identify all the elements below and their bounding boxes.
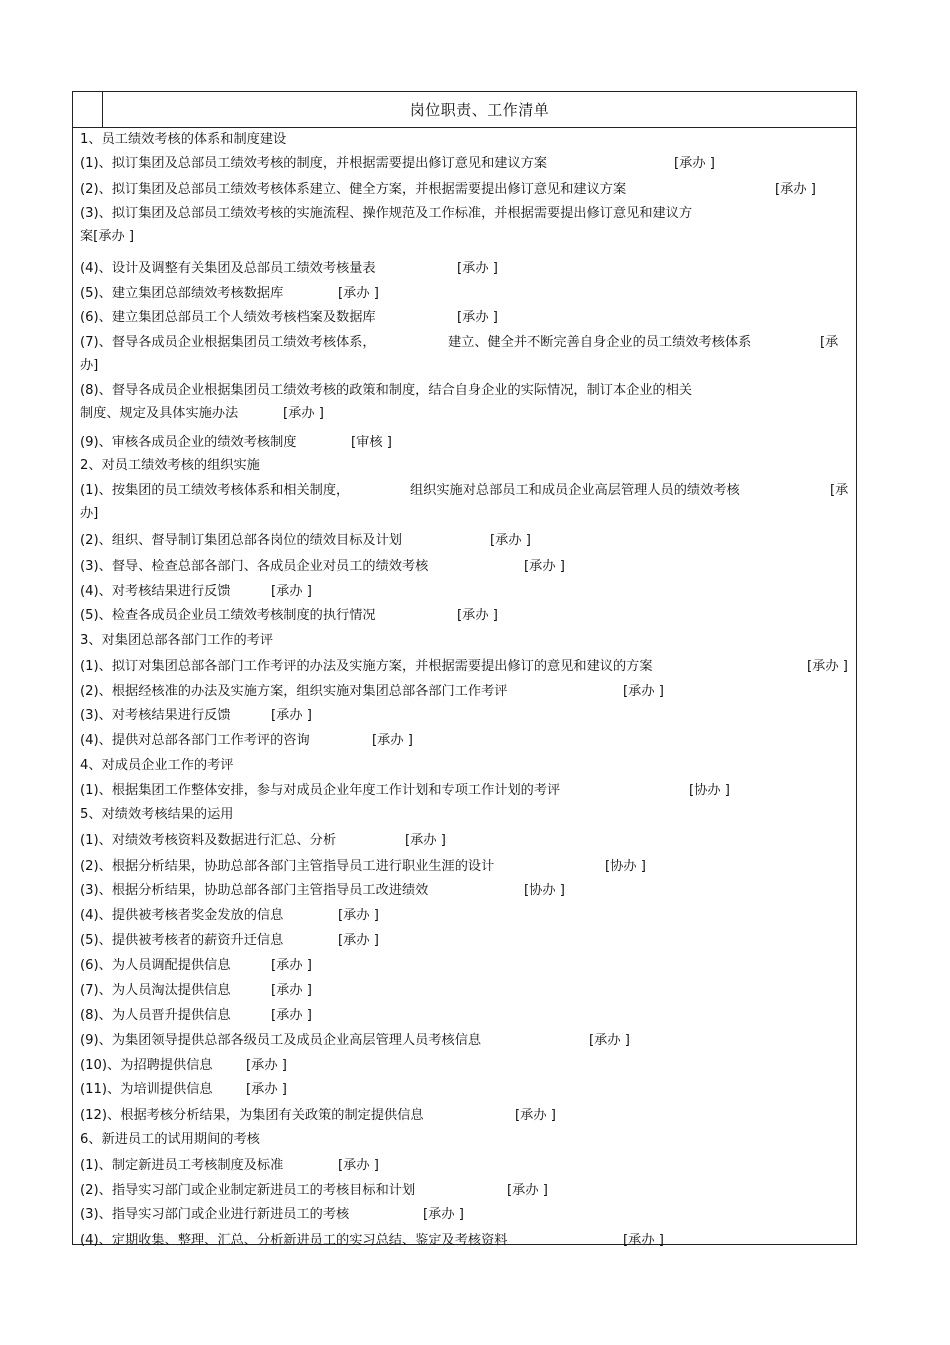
item-text: (2)、指导实习部门或企业制定新进员工的考核目标和计划 <box>80 1183 416 1198</box>
role-tag: [承办 ] <box>807 659 848 674</box>
list-item <box>80 879 850 903</box>
role-tag: [承办 ] <box>271 983 312 998</box>
role-tag: [承办 ] <box>338 1158 379 1173</box>
list-item <box>80 479 850 521</box>
item-text: (2)、拟订集团及总部员工绩效考核体系建立、健全方案，并根据需要提出修订意见和建议方案 <box>80 182 627 197</box>
item-text-wrapped: 办] <box>80 506 99 521</box>
item-text: (6)、为人员调配提供信息 <box>80 958 231 973</box>
item-text: (8)、为人员晋升提供信息 <box>80 1008 231 1023</box>
item-text: (4)、设计及调整有关集团及总部员工绩效考核量表 <box>80 261 376 276</box>
list-item <box>80 803 850 827</box>
item-text: 2、对员工绩效考核的组织实施 <box>80 458 260 473</box>
role-tag: [承办 ] <box>271 1008 312 1023</box>
list-item <box>80 754 850 778</box>
item-text: (2)、根据分析结果，协助总部各部门主管指导员工进行职业生涯的设计 <box>80 859 495 874</box>
item-text: (4)、对考核结果进行反馈 <box>80 584 231 599</box>
item-text: (1)、制定新进员工考核制度及标准 <box>80 1158 284 1173</box>
role-tag: [承办 ] <box>423 1207 464 1222</box>
item-text: (1)、拟订集团及总部员工绩效考核的制度，并根据需要提出修订意见和建议方案 <box>80 156 548 171</box>
header-left-cell <box>73 92 103 127</box>
role-tag: [审核 ] <box>351 435 392 450</box>
role-tag: [承办 ] <box>271 958 312 973</box>
list-item <box>80 1154 850 1178</box>
role-tag: [协办 ] <box>689 783 730 798</box>
item-text: (2)、根据经核准的办法及实施方案，组织实施对集团总部各部门工作考评 <box>80 684 508 699</box>
list-item <box>80 855 850 879</box>
item-text-wrapped: 案[承办 ] <box>80 229 135 244</box>
item-text: (11)、为培训提供信息 <box>80 1082 213 1097</box>
list-item <box>80 1229 850 1253</box>
item-text: (4)、提供对总部各部门工作考评的咨询 <box>80 733 310 748</box>
list-item <box>80 1054 850 1078</box>
item-text: (3)、指导实习部门或企业进行新进员工的考核 <box>80 1207 350 1222</box>
list-item <box>80 454 850 478</box>
item-text: (9)、为集团领导提供总部各级员工及成员企业高层管理人员考核信息 <box>80 1033 482 1048</box>
role-tag: [承办 ] <box>271 708 312 723</box>
item-text: (7)、为人员淘汰提供信息 <box>80 983 231 998</box>
role-tag: [承办 ] <box>457 310 498 325</box>
item-text: (6)、建立集团总部员工个人绩效考核档案及数据库 <box>80 310 376 325</box>
list-item <box>80 431 850 455</box>
list-item <box>80 152 850 176</box>
role-tag: [承办 ] <box>490 533 531 548</box>
item-text: 4、对成员企业工作的考评 <box>80 758 234 773</box>
item-text: (2)、组织、督导制订集团总部各岗位的绩效目标及计划 <box>80 533 402 548</box>
role-tag: [承办 ] <box>246 1058 287 1073</box>
list-item <box>80 1029 850 1053</box>
role-tag: [承 <box>820 335 839 350</box>
role-tag: [承办 ] <box>674 156 715 171</box>
role-tag: [承办 ] <box>507 1183 548 1198</box>
item-text: (4)、提供被考核者奖金发放的信息 <box>80 908 284 923</box>
role-tag: [承办 ] <box>457 261 498 276</box>
role-tag: [承办 ] <box>457 608 498 623</box>
item-text: (8)、督导各成员企业根据集团员工绩效考核的政策和制度，结合自身企业的实际情况，制订本企业的相关 <box>80 383 693 398</box>
role-tag: [协办 ] <box>605 859 646 874</box>
item-text-continued: 建立、健全并不断完善自身企业的员工绩效考核体系 <box>448 335 752 350</box>
list-item <box>80 829 850 853</box>
item-text: (9)、审核各成员企业的绩效考核制度 <box>80 435 297 450</box>
list-item <box>80 580 850 604</box>
item-text: (3)、督导、检查总部各部门、各成员企业对员工的绩效考核 <box>80 559 429 574</box>
list-item <box>80 529 850 553</box>
item-text: (1)、对绩效考核资料及数据进行汇总、分析 <box>80 833 337 848</box>
item-text: (1)、拟订对集团总部各部门工作考评的办法及实施方案，并根据需要提出修订的意见和建议的方案 <box>80 659 653 674</box>
role-tag: [承办 ] <box>775 182 816 197</box>
item-text-wrapped: 制度、规定及具体实施办法 <box>80 406 239 421</box>
item-text: (5)、检查各成员企业员工绩效考核制度的执行情况 <box>80 608 376 623</box>
item-text: (5)、建立集团总部绩效考核数据库 <box>80 286 284 301</box>
item-text-wrapped: 办] <box>80 358 99 373</box>
list-item <box>80 282 850 306</box>
item-text: 6、新进员工的试用期间的考核 <box>80 1132 260 1147</box>
role-tag: [承办 ] <box>283 406 324 421</box>
table-title: 岗位职责、工作清单 <box>409 101 550 119</box>
list-item <box>80 954 850 978</box>
list-item <box>80 655 850 679</box>
list-item <box>80 629 850 653</box>
list-item <box>80 331 850 373</box>
role-tag: [承办 ] <box>246 1082 287 1097</box>
list-item <box>80 1203 850 1227</box>
duty-table <box>72 91 857 1248</box>
role-tag: [承办 ] <box>338 933 379 948</box>
role-tag: [承办 ] <box>271 584 312 599</box>
role-tag: [承办 ] <box>338 286 379 301</box>
item-text: (1)、按集团的员工绩效考核体系和相关制度， <box>80 483 350 498</box>
item-text: (3)、根据分析结果，协助总部各部门主管指导员工改进绩效 <box>80 883 429 898</box>
list-item <box>80 1179 850 1203</box>
role-tag: [承办 ] <box>623 684 664 699</box>
list-item <box>80 779 850 803</box>
list-item <box>80 555 850 579</box>
list-item <box>80 306 850 330</box>
list-item <box>80 929 850 953</box>
list-item <box>80 979 850 1003</box>
item-text: 5、对绩效考核结果的运用 <box>80 807 234 822</box>
item-text: (10)、为招聘提供信息 <box>80 1058 213 1073</box>
item-text: (4)、定期收集、整理、汇总、分析新进员工的实习总结、鉴定及考核资料 <box>80 1233 508 1248</box>
list-item <box>80 257 850 281</box>
item-text: 1、员工绩效考核的体系和制度建设 <box>80 132 287 147</box>
list-item <box>80 680 850 704</box>
item-text: (7)、督导各成员企业根据集团员工绩效考核体系， <box>80 335 376 350</box>
role-tag: [承办 ] <box>405 833 446 848</box>
list-item <box>80 704 850 728</box>
role-tag: [承办 ] <box>524 559 565 574</box>
item-text: (12)、根据考核分析结果，为集团有关政策的制定提供信息 <box>80 1108 424 1123</box>
list-item <box>80 1128 850 1152</box>
list-item <box>80 1104 850 1128</box>
role-tag: [协办 ] <box>524 883 565 898</box>
item-text: 3、对集团总部各部门工作的考评 <box>80 633 274 648</box>
item-text: (3)、对考核结果进行反馈 <box>80 708 231 723</box>
item-text: (1)、根据集团工作整体安排，参与对成员企业年度工作计划和专项工作计划的考评 <box>80 783 561 798</box>
role-tag: [承办 ] <box>515 1108 556 1123</box>
item-text: (3)、拟订集团及总部员工绩效考核的实施流程、操作规范及工作标准，并根据需要提出修订意见和建议方 <box>80 206 693 221</box>
list-item <box>80 1078 850 1102</box>
table-header <box>73 92 856 128</box>
role-tag: [承办 ] <box>338 908 379 923</box>
list-item <box>80 729 850 753</box>
list-item <box>80 1004 850 1028</box>
list-item <box>80 904 850 928</box>
role-tag: [承 <box>830 483 849 498</box>
list-item <box>80 604 850 628</box>
list-item <box>80 178 850 202</box>
item-text-continued: 组织实施对总部员工和成员企业高层管理人员的绩效考核 <box>410 483 740 498</box>
list-item <box>80 202 850 244</box>
role-tag: [承办 ] <box>623 1233 664 1248</box>
role-tag: [承办 ] <box>589 1033 630 1048</box>
item-text: (5)、提供被考核者的薪资升迁信息 <box>80 933 284 948</box>
role-tag: [承办 ] <box>372 733 413 748</box>
list-item <box>80 379 850 421</box>
list-item <box>80 128 850 152</box>
